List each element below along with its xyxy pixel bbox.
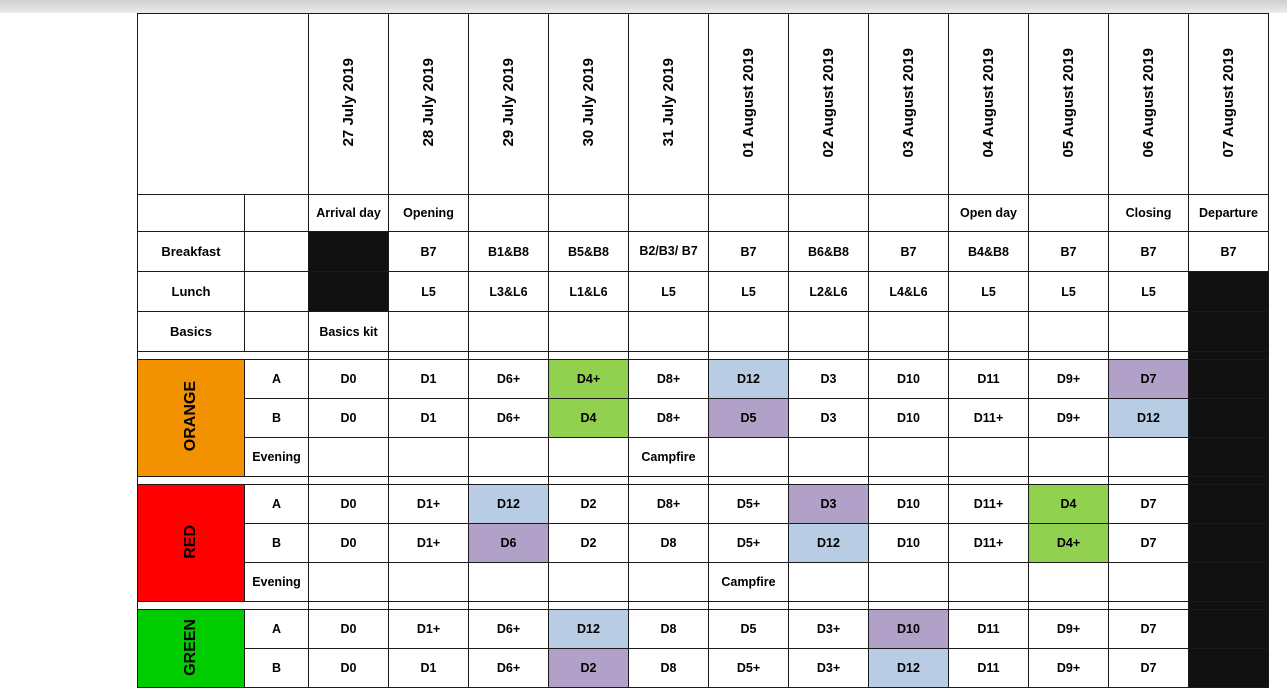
- spacer-cell: [949, 477, 1029, 485]
- spacer-cell: [949, 602, 1029, 610]
- meal-cell: B7: [709, 232, 789, 272]
- spacer-cell: [309, 602, 389, 610]
- meal-cell: B4&B8: [949, 232, 1029, 272]
- day-label: [469, 195, 549, 232]
- evening-cell: Campfire: [629, 438, 709, 477]
- activity-cell: D12: [789, 524, 869, 563]
- meal-cell: L5: [1029, 272, 1109, 312]
- date-label: 28 July 2019: [420, 58, 437, 147]
- meal-cell: [1029, 312, 1109, 352]
- spacer-cell: [469, 477, 549, 485]
- activity-cell: D9+: [1029, 610, 1109, 649]
- group-name: ORANGE: [182, 381, 199, 452]
- evening-cell: [629, 563, 709, 602]
- blocked-cell: [1189, 438, 1269, 477]
- spacer-cell: [1189, 477, 1269, 485]
- spacer-cell: [309, 477, 389, 485]
- day-label: Closing: [1109, 195, 1189, 232]
- meal-row: [138, 232, 1269, 272]
- date-header: [1029, 14, 1109, 195]
- activity-row: [138, 563, 1269, 602]
- activity-cell: D0: [309, 485, 389, 524]
- subgroup-label: A: [245, 485, 309, 524]
- meal-cell: Basics kit: [309, 312, 389, 352]
- activity-row: [138, 485, 1269, 524]
- activity-cell: D0: [309, 399, 389, 438]
- spacer-cell: [789, 602, 869, 610]
- meal-cell: [389, 312, 469, 352]
- blocked-cell: [1189, 524, 1269, 563]
- meal-cell: B2/B3/ B7: [629, 232, 709, 272]
- activity-cell: D11+: [949, 524, 1029, 563]
- spacer-cell: [1109, 477, 1189, 485]
- activity-cell: D12: [1109, 399, 1189, 438]
- activity-cell: D10: [869, 485, 949, 524]
- activity-cell: D2: [549, 524, 629, 563]
- spacer-cell: [138, 352, 309, 360]
- day-label: Opening: [389, 195, 469, 232]
- activity-cell: D9+: [1029, 360, 1109, 399]
- corner-cell: [138, 14, 309, 195]
- day-label: [789, 195, 869, 232]
- activity-cell: D4+: [1029, 524, 1109, 563]
- spacer-cell: [1029, 352, 1109, 360]
- evening-cell: [389, 438, 469, 477]
- spacer-cell: [789, 477, 869, 485]
- schedule-table: [137, 13, 1269, 688]
- spacer-cell: [469, 602, 549, 610]
- day-label: [549, 195, 629, 232]
- blocked-cell: [1189, 312, 1269, 352]
- activity-cell: D2: [549, 485, 629, 524]
- meal-cell: [629, 312, 709, 352]
- activity-cell: D1+: [389, 610, 469, 649]
- group-label: [138, 485, 245, 602]
- subgroup-label: A: [245, 360, 309, 399]
- blocked-cell: [309, 272, 389, 312]
- activity-cell: D1: [389, 360, 469, 399]
- activity-cell: D6+: [469, 610, 549, 649]
- meal-cell: [1109, 312, 1189, 352]
- evening-cell: [709, 438, 789, 477]
- activity-row: [138, 610, 1269, 649]
- blocked-cell: [1189, 563, 1269, 602]
- evening-cell: [469, 438, 549, 477]
- activity-row: [138, 524, 1269, 563]
- activity-row: [138, 360, 1269, 399]
- activity-cell: D11: [949, 649, 1029, 688]
- activity-cell: D7: [1109, 524, 1189, 563]
- evening-cell: [949, 438, 1029, 477]
- activity-cell: D5+: [709, 485, 789, 524]
- activity-row: [138, 438, 1269, 477]
- spacer-cell: [389, 352, 469, 360]
- activity-cell: D4+: [549, 360, 629, 399]
- activity-cell: D1: [389, 649, 469, 688]
- date-header: [1189, 14, 1269, 195]
- date-label: 29 July 2019: [500, 58, 517, 147]
- day-label: Open day: [949, 195, 1029, 232]
- date-label: 31 July 2019: [660, 58, 677, 147]
- activity-cell: D0: [309, 524, 389, 563]
- meal-cell: B1&B8: [469, 232, 549, 272]
- spacer-cell: [469, 352, 549, 360]
- meal-cell: [549, 312, 629, 352]
- evening-cell: [869, 438, 949, 477]
- activity-cell: D12: [469, 485, 549, 524]
- date-header: [869, 14, 949, 195]
- evening-cell: Campfire: [709, 563, 789, 602]
- meal-cell: B7: [1109, 232, 1189, 272]
- activity-cell: D11: [949, 610, 1029, 649]
- spacer-row: [138, 352, 1269, 360]
- meal-cell: L5: [949, 272, 1029, 312]
- activity-cell: D10: [869, 399, 949, 438]
- activity-cell: D7: [1109, 649, 1189, 688]
- activity-cell: D8: [629, 649, 709, 688]
- meal-row: [138, 312, 1269, 352]
- activity-cell: D8+: [629, 399, 709, 438]
- spacer-cell: [869, 477, 949, 485]
- spacer-cell: [549, 602, 629, 610]
- spacer-cell: [869, 602, 949, 610]
- activity-cell: D4: [549, 399, 629, 438]
- evening-cell: [309, 438, 389, 477]
- day-label: [709, 195, 789, 232]
- date-label: 06 August 2019: [1140, 47, 1157, 158]
- group-label: [138, 360, 245, 477]
- subgroup-label: Evening: [245, 563, 309, 602]
- evening-cell: [389, 563, 469, 602]
- spacer-cell: [1109, 602, 1189, 610]
- meal-name: Breakfast: [138, 232, 245, 272]
- date-header: [1109, 14, 1189, 195]
- date-header: [629, 14, 709, 195]
- meal-cell: B7: [1029, 232, 1109, 272]
- activity-cell: D6: [469, 524, 549, 563]
- meal-cell: B6&B8: [789, 232, 869, 272]
- blocked-cell: [1189, 649, 1269, 688]
- blocked-cell: [1189, 485, 1269, 524]
- date-label: 03 August 2019: [900, 47, 917, 158]
- spacer-cell: [549, 352, 629, 360]
- spacer-cell: [709, 352, 789, 360]
- date-label: 01 August 2019: [740, 47, 757, 158]
- activity-cell: D4: [1029, 485, 1109, 524]
- date-label: 04 August 2019: [980, 47, 997, 158]
- activity-cell: D0: [309, 610, 389, 649]
- spacer-cell: [549, 477, 629, 485]
- day-label-row: [138, 195, 1269, 232]
- activity-cell: D3+: [789, 649, 869, 688]
- blocked-cell: [1189, 610, 1269, 649]
- activity-cell: D0: [309, 360, 389, 399]
- meal-cell: [709, 312, 789, 352]
- activity-cell: D3: [789, 399, 869, 438]
- date-label: 07 August 2019: [1220, 47, 1237, 158]
- activity-cell: D7: [1109, 610, 1189, 649]
- evening-cell: [869, 563, 949, 602]
- activity-cell: D3: [789, 485, 869, 524]
- evening-cell: [1109, 563, 1189, 602]
- spacer-cell: [709, 477, 789, 485]
- activity-cell: D6+: [469, 360, 549, 399]
- spacer-row: [138, 602, 1269, 610]
- subgroup-label: B: [245, 399, 309, 438]
- activity-cell: D0: [309, 649, 389, 688]
- activity-cell: D2: [549, 649, 629, 688]
- meal-cell: [789, 312, 869, 352]
- meal-cell: L3&L6: [469, 272, 549, 312]
- spacer-cell: [629, 477, 709, 485]
- activity-cell: D12: [709, 360, 789, 399]
- activity-cell: D11+: [949, 399, 1029, 438]
- date-label: 05 August 2019: [1060, 47, 1077, 158]
- activity-cell: D8+: [629, 485, 709, 524]
- activity-cell: D10: [869, 360, 949, 399]
- subgroup-label: B: [245, 649, 309, 688]
- spacer-cell: [869, 352, 949, 360]
- activity-cell: D12: [869, 649, 949, 688]
- evening-cell: [789, 563, 869, 602]
- spacer-cell: [629, 602, 709, 610]
- activity-cell: D7: [1109, 360, 1189, 399]
- meal-cell: B5&B8: [549, 232, 629, 272]
- date-header: [789, 14, 869, 195]
- spacer-cell: [1029, 477, 1109, 485]
- date-header: [309, 14, 389, 195]
- blocked-cell: [1189, 399, 1269, 438]
- evening-cell: [949, 563, 1029, 602]
- activity-cell: D5+: [709, 524, 789, 563]
- meal-cell: B7: [1189, 232, 1269, 272]
- blocked-cell: [1189, 360, 1269, 399]
- meal-name: Basics: [138, 312, 245, 352]
- activity-cell: D7: [1109, 485, 1189, 524]
- meal-cell: L5: [629, 272, 709, 312]
- group-label: [138, 610, 245, 688]
- spacer-cell: [949, 352, 1029, 360]
- meal-cell: [469, 312, 549, 352]
- group-name: GREEN: [182, 618, 199, 676]
- date-header: [949, 14, 1029, 195]
- spacer-cell: [1189, 352, 1269, 360]
- spacer-cell: [629, 352, 709, 360]
- activity-cell: D8+: [629, 360, 709, 399]
- blocked-cell: [309, 232, 389, 272]
- activity-cell: D10: [869, 524, 949, 563]
- meal-cell: B7: [869, 232, 949, 272]
- activity-cell: D9+: [1029, 399, 1109, 438]
- date-header: [549, 14, 629, 195]
- day-label: Departure: [1189, 195, 1269, 232]
- date-label: 30 July 2019: [580, 58, 597, 147]
- activity-cell: D8: [629, 610, 709, 649]
- activity-cell: D6+: [469, 649, 549, 688]
- activity-cell: D11+: [949, 485, 1029, 524]
- empty-cell: [245, 272, 309, 312]
- day-label: [1029, 195, 1109, 232]
- spacer-cell: [1189, 602, 1269, 610]
- activity-cell: D3+: [789, 610, 869, 649]
- activity-cell: D9+: [1029, 649, 1109, 688]
- activity-cell: D11: [949, 360, 1029, 399]
- meal-cell: [869, 312, 949, 352]
- activity-cell: D6+: [469, 399, 549, 438]
- date-header: [389, 14, 469, 195]
- activity-cell: D1+: [389, 485, 469, 524]
- evening-cell: [549, 563, 629, 602]
- activity-cell: D8: [629, 524, 709, 563]
- meal-cell: L5: [709, 272, 789, 312]
- date-header: [469, 14, 549, 195]
- spacer-cell: [709, 602, 789, 610]
- group-name: RED: [182, 524, 199, 559]
- subgroup-label: B: [245, 524, 309, 563]
- activity-cell: D12: [549, 610, 629, 649]
- evening-cell: [1029, 563, 1109, 602]
- spacer-cell: [138, 602, 309, 610]
- spacer-cell: [1029, 602, 1109, 610]
- empty-cell: [245, 232, 309, 272]
- spacer-cell: [389, 477, 469, 485]
- day-label: [869, 195, 949, 232]
- header-row: [138, 14, 1269, 195]
- spacer-cell: [789, 352, 869, 360]
- subgroup-label: Evening: [245, 438, 309, 477]
- meal-row: [138, 272, 1269, 312]
- evening-cell: [549, 438, 629, 477]
- activity-cell: D1+: [389, 524, 469, 563]
- empty-cell: [138, 195, 245, 232]
- meal-cell: [949, 312, 1029, 352]
- meal-cell: L4&L6: [869, 272, 949, 312]
- activity-cell: D5: [709, 399, 789, 438]
- activity-row: [138, 649, 1269, 688]
- meal-cell: L1&L6: [549, 272, 629, 312]
- evening-cell: [1109, 438, 1189, 477]
- empty-cell: [245, 312, 309, 352]
- day-label: [629, 195, 709, 232]
- activity-cell: D5: [709, 610, 789, 649]
- schedule-sheet: [0, 13, 1287, 684]
- day-label: Arrival day: [309, 195, 389, 232]
- date-label: 02 August 2019: [820, 47, 837, 158]
- spacer-cell: [309, 352, 389, 360]
- blocked-cell: [1189, 272, 1269, 312]
- date-header: [709, 14, 789, 195]
- activity-cell: D5+: [709, 649, 789, 688]
- spacer-cell: [389, 602, 469, 610]
- activity-cell: D10: [869, 610, 949, 649]
- evening-cell: [309, 563, 389, 602]
- activity-cell: D1: [389, 399, 469, 438]
- empty-cell: [245, 195, 309, 232]
- activity-row: [138, 399, 1269, 438]
- activity-cell: D3: [789, 360, 869, 399]
- meal-cell: L5: [1109, 272, 1189, 312]
- evening-cell: [1029, 438, 1109, 477]
- spacer-cell: [1109, 352, 1189, 360]
- date-label: 27 July 2019: [340, 58, 357, 147]
- meal-cell: L2&L6: [789, 272, 869, 312]
- viewer-top-bar: [0, 0, 1287, 13]
- meal-name: Lunch: [138, 272, 245, 312]
- spacer-row: [138, 477, 1269, 485]
- meal-cell: L5: [389, 272, 469, 312]
- subgroup-label: A: [245, 610, 309, 649]
- spacer-cell: [138, 477, 309, 485]
- meal-cell: B7: [389, 232, 469, 272]
- evening-cell: [469, 563, 549, 602]
- evening-cell: [789, 438, 869, 477]
